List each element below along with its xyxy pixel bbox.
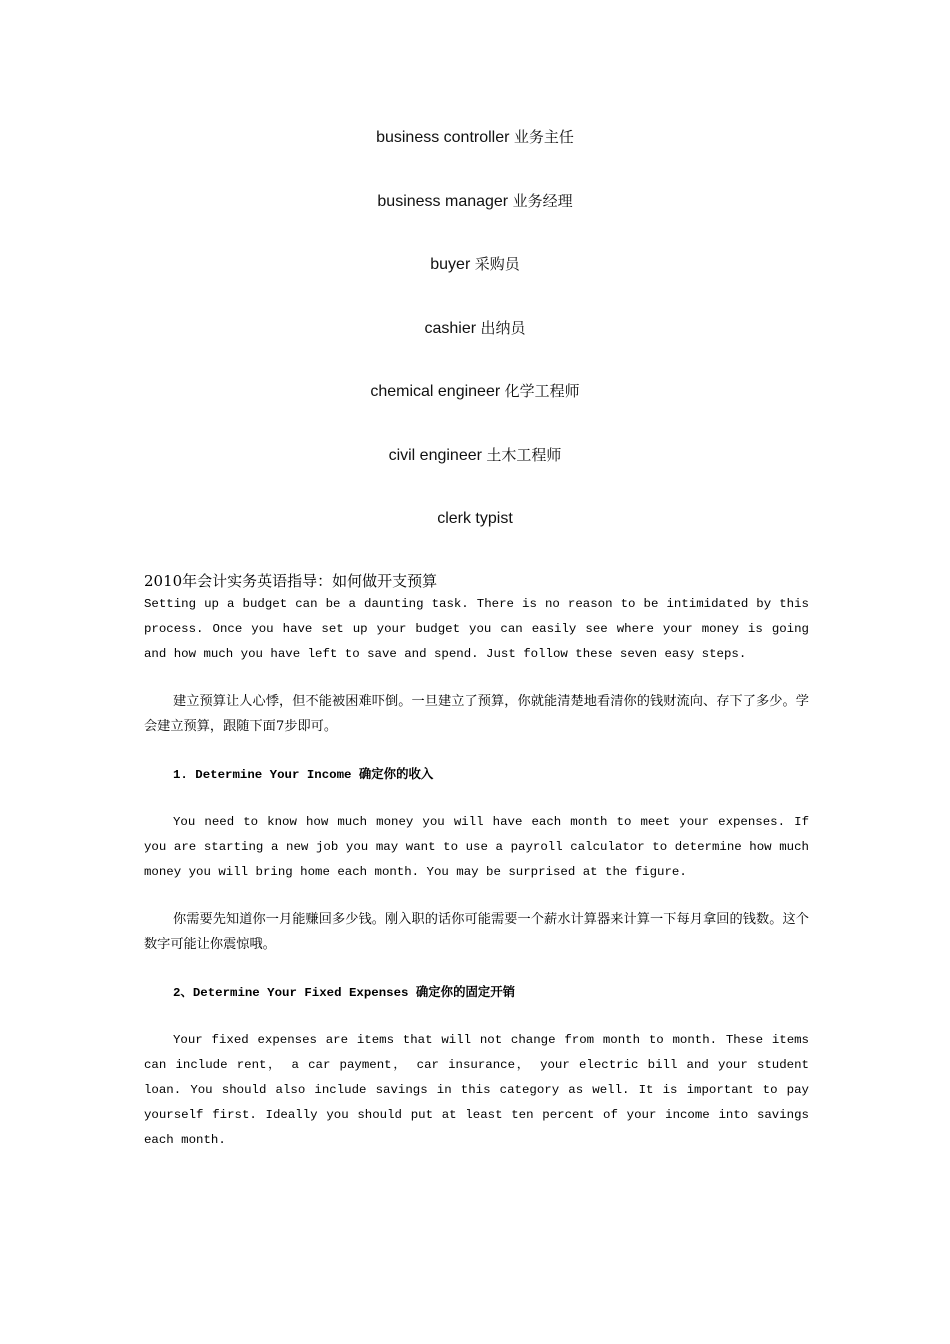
- spacer: [144, 667, 809, 689]
- term-en: chemical engineer: [370, 383, 501, 400]
- term-item: [0, 253, 950, 275]
- article-title: 2010年会计实务英语指导：如何做开支预算: [144, 572, 438, 590]
- spacer: [144, 885, 809, 907]
- step1-heading-zh: 确定你的收入: [358, 766, 434, 781]
- term-item: [0, 444, 950, 466]
- step1-chinese: 你需要先知道你一月能赚回多少钱。刚入职的话你可能需要一个薪水计算器来计算一下每月拿回的钱数。这个数字可能让你震惊哦。: [144, 912, 809, 952]
- step2-english: Your fixed expenses are items that will not change from month to month. These items can include rent， a car payment， car insurance， your electric bill and your student loan. You should also include savings in this category as well. It is important to pay yourself first. Ideally you should put at least ten percent of your income into savings each month.: [144, 1033, 809, 1147]
- term-zh: 化学工程师: [504, 382, 580, 400]
- term-en: cashier: [424, 319, 477, 337]
- term-item: [0, 317, 950, 339]
- step2-heading-en: 2、Determine Your Fixed Expenses: [173, 986, 409, 1000]
- term-zh: 业务主任: [513, 128, 574, 146]
- step1-heading: [144, 761, 809, 788]
- step2-heading: [144, 979, 809, 1006]
- term-item: [0, 190, 950, 212]
- spacer: [144, 788, 809, 810]
- term-en: civil engineer: [388, 446, 482, 464]
- intro-english: Setting up a budget can be a daunting task. There is no reason to be intimidated by this process. Once you have set up your budget you can easily see where your money is going and how much you have left to save and spend. Just follow these seven easy steps.: [144, 597, 809, 661]
- term-zh: 业务经理: [512, 191, 573, 210]
- step1-english: You need to know how much money you will have each month to meet your expenses. If you are starting a new job you may want to use a payroll calculator to determine how much money you will bring home each month. You may be surprised at the figure.: [144, 815, 809, 879]
- term-zh: 采购员: [474, 255, 520, 273]
- job-title-list: [0, 126, 950, 571]
- term-zh: 出纳员: [480, 318, 526, 337]
- spacer: [144, 1006, 809, 1028]
- term-en: clerk typist: [437, 510, 513, 527]
- term-en: business controller: [376, 129, 510, 146]
- term-item: [0, 380, 950, 402]
- term-item: [0, 126, 950, 148]
- term-item: [0, 507, 950, 529]
- step1-heading-en: 1. Determine Your Income: [173, 768, 352, 782]
- article: [144, 570, 809, 1153]
- spacer: [144, 739, 809, 761]
- step2-heading-zh: 确定你的固定开销: [415, 984, 516, 999]
- intro-chinese: 建立预算让人心悸，但不能被困难吓倒。一旦建立了预算，你就能清楚地看清你的钱财流向、存下了多少。学会建立预算，跟随下面7步即可。: [144, 694, 809, 734]
- term-en: buyer: [430, 256, 471, 273]
- term-zh: 土木工程师: [486, 445, 562, 464]
- term-en: business manager: [377, 192, 509, 210]
- spacer: [144, 957, 809, 979]
